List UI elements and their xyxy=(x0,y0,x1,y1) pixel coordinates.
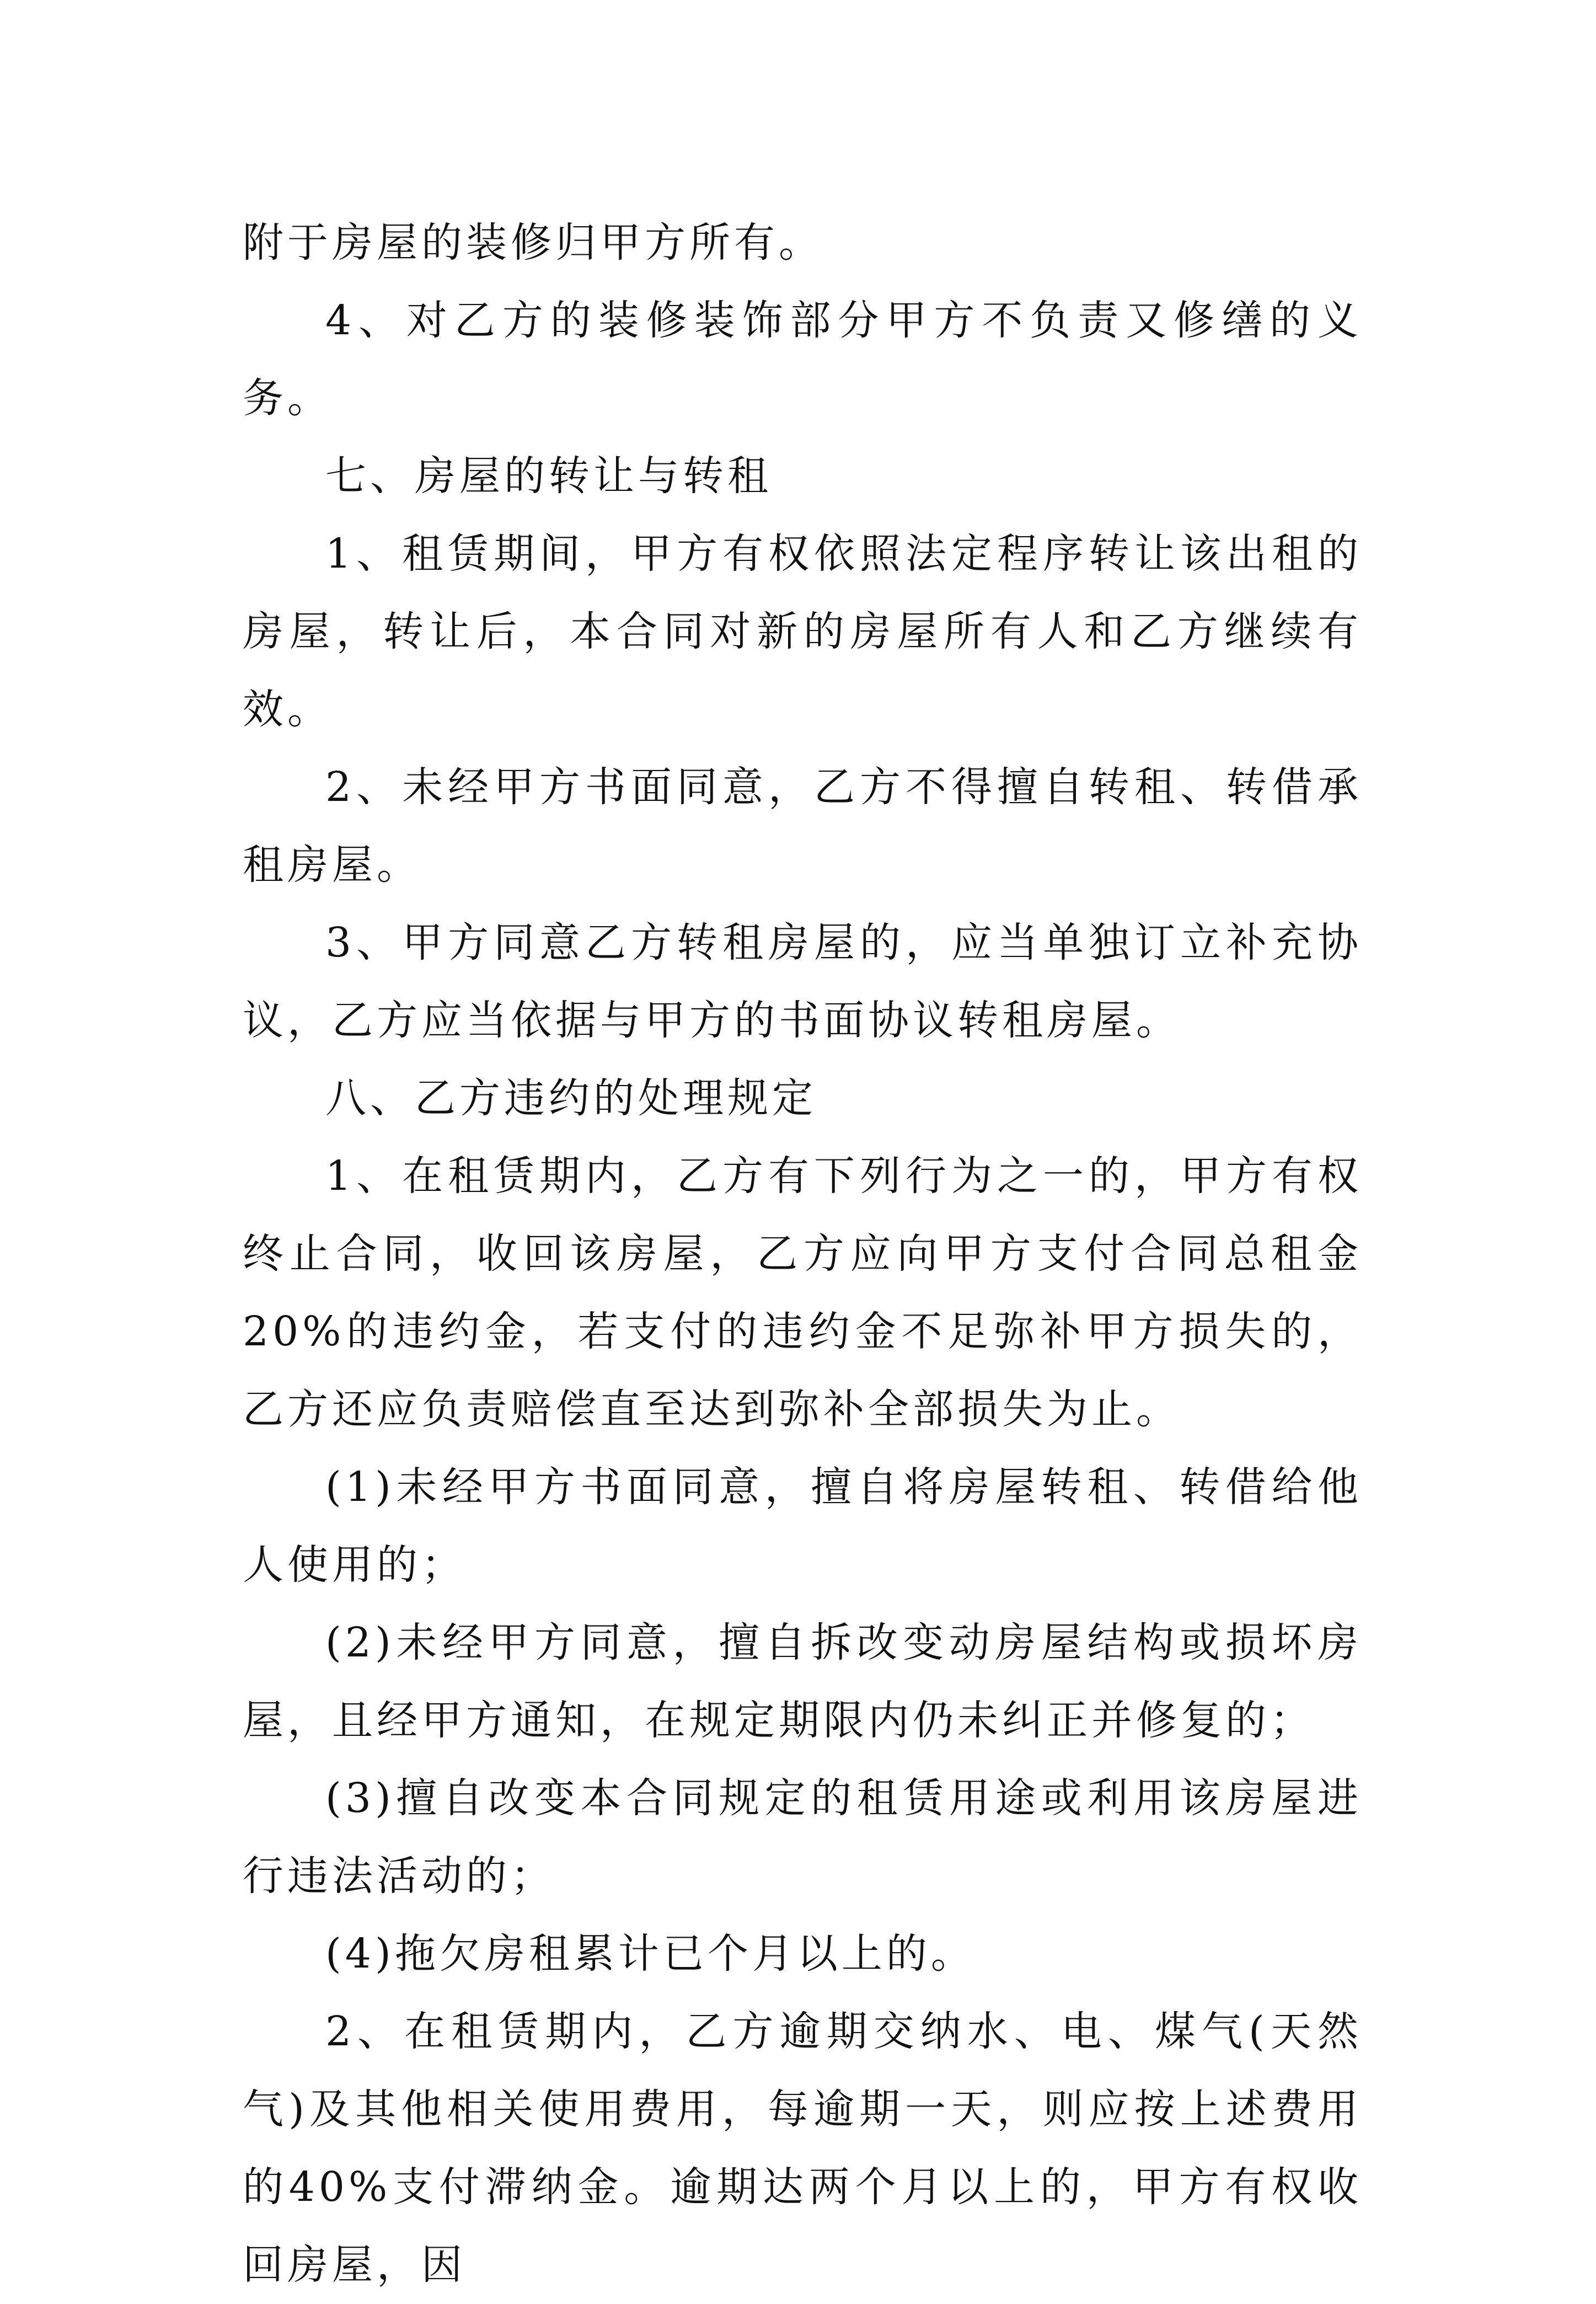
section-heading-8: 八、乙方违约的处理规定 xyxy=(325,1075,817,1122)
section-heading-7: 七、房屋的转让与转租 xyxy=(325,452,772,500)
paragraph-13: 2、在租赁期内，乙方逾期交纳水、电、煤气(天然气)及其他相关使用费用，每逾期一天，则应按上述费用的40%支付滞纳金。逾期达两个月以上的，甲方有权收回房屋，因 xyxy=(243,2008,1362,2289)
paragraph-1: 附于房屋的装修归甲方所有。 xyxy=(243,219,823,266)
paragraph-6: 3、甲方同意乙方转租房屋的，应当单独订立补充协议，乙方应当依据与甲方的书面协议转租房屋。 xyxy=(243,919,1362,1044)
list-item-4: (4)拖欠房租累计已个月以上的。 xyxy=(325,1930,976,1977)
list-item-2: (2)未经甲方同意，擅自拆改变动房屋结构或损坏房屋，且经甲方通知，在规定期限内仍未纠正并修复的； xyxy=(243,1619,1362,1744)
paragraph-2: 4、对乙方的装修装饰部分甲方不负责又修缮的义务。 xyxy=(243,297,1362,422)
list-item-3: (3)擅自改变本合同规定的租赁用途或利用该房屋进行违法活动的； xyxy=(243,1774,1362,1900)
paragraph-5: 2、未经甲方书面同意，乙方不得擅自转租、转借承租房屋。 xyxy=(243,763,1362,889)
paragraph-4: 1、租赁期间，甲方有权依照法定程序转让该出租的房屋，转让后，本合同对新的房屋所有人和乙方继续有效。 xyxy=(243,530,1362,733)
list-item-1: (1)未经甲方书面同意，擅自将房屋转租、转借给他人使用的； xyxy=(243,1463,1362,1589)
document-body xyxy=(243,204,1362,2304)
paragraph-8: 1、在租赁期内，乙方有下列行为之一的，甲方有权终止合同，收回该房屋，乙方应向甲方支付合同总租金20%的违约金，若支付的违约金不足弥补甲方损失的，乙方还应负责赔偿直至达到弥补全部损失为止。 xyxy=(243,1152,1362,1433)
